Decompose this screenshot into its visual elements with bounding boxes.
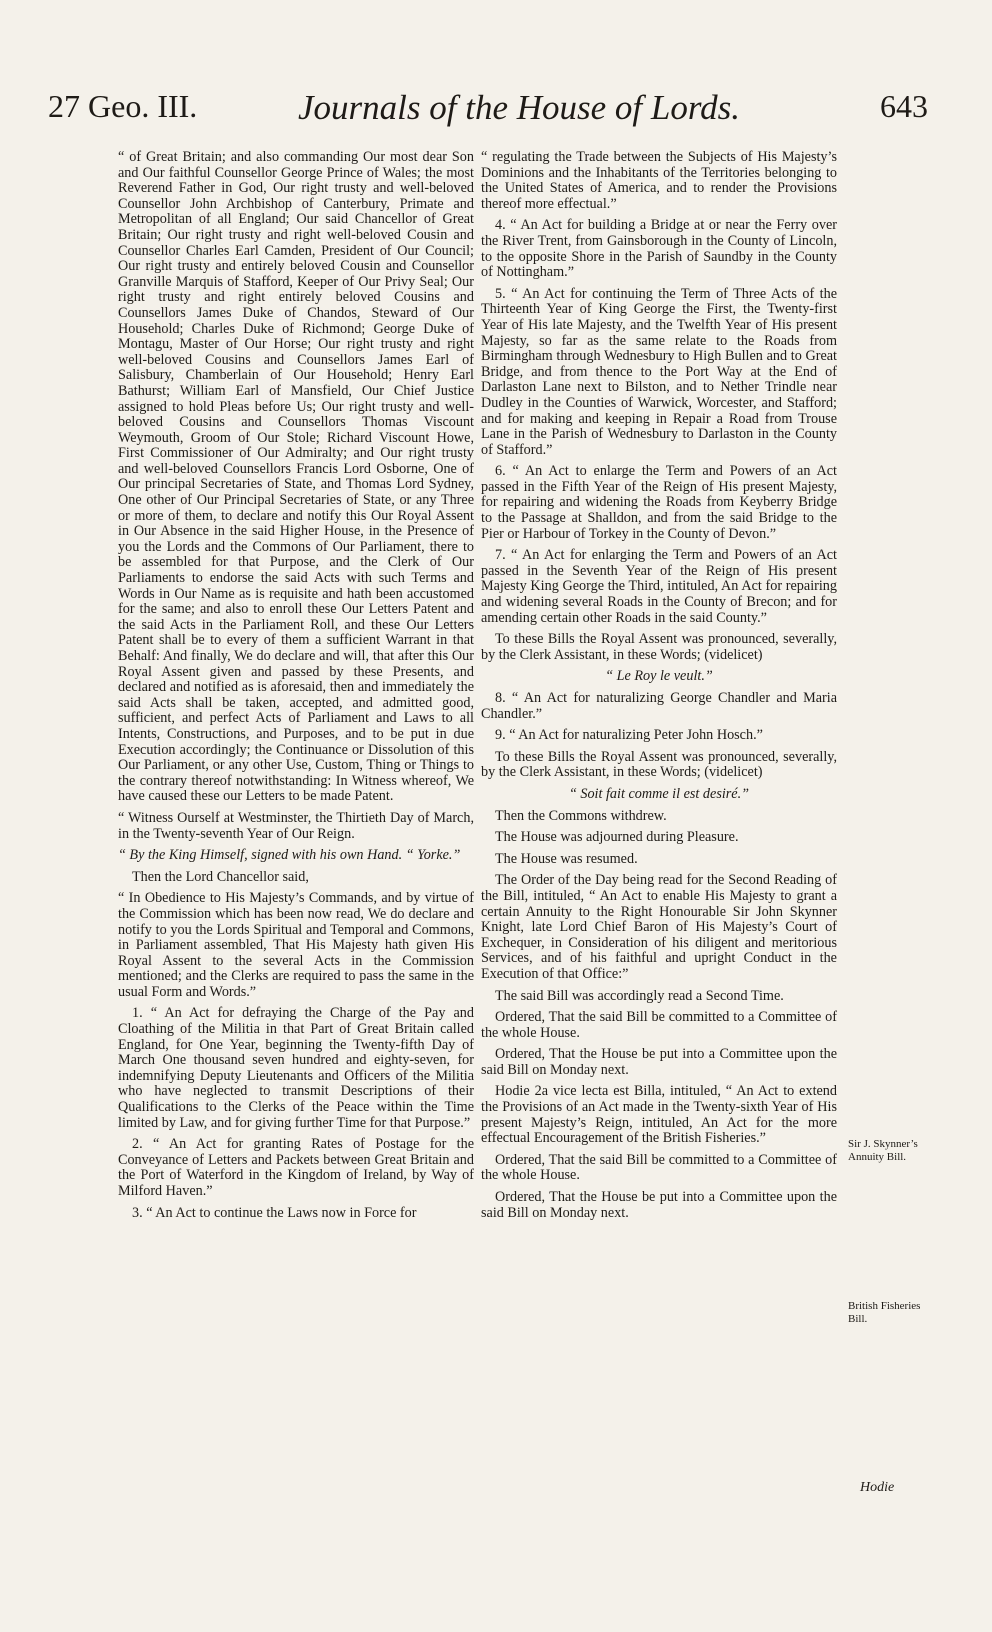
- chancellor-speech: “ In Obedience to His Majesty’s Commands, and by virtue of the Commission which has been now read, We do declare and notify to you the Lords Spiritual and Temporal and Commons, in Parliament assembled, That His Majesty hath given His Royal Assent to the several Acts in the Commission mentioned; and the Clerks are required to pass the same in the usual Form and Words.”: [118, 890, 474, 1000]
- act-8: 8. “ An Act for naturalizing George Chandler and Maria Chandler.”: [481, 690, 837, 722]
- page-number: 643: [880, 88, 928, 124]
- witness-clause: “ Witness Ourself at Westminster, the Thirtieth Day of March, in the Twenty-seventh Year of Our Reign.: [118, 809, 474, 842]
- act-9: 9. “ An Act for naturalizing Peter John Hosch.”: [495, 727, 763, 744]
- house-resumed: The House was resumed.: [495, 850, 638, 867]
- royal-signature: “ By the King Himself, signed with his own Hand. “ Yorke.”: [118, 847, 461, 864]
- skynner-bill: The Order of the Day being read for the Second Reading of the Bill, intituled, “ An Act to enable His Majesty to grant a certain Annuity to the Right Honourable Sir John Skynner Knight, late Lord Chief Baron of His Majesty’s Court of Exchequer, in Consideration of his diligent and meritorious Services, and of his faithful and upright Conduct in the Execution of that Office:”: [481, 872, 837, 982]
- commission-text: “ of Great Britain; and also commanding Our most dear Son and Our faithful Counsellor George Prince of Wales; the most Reverend Father in God, Our right trusty and well-beloved Counsellor John Archbishop of Canterbury, Primate and Metropolitan of all England; Our said Chancellor of Great Britain; Our right trusty and right well-beloved Cousin and Counsellor Charles Earl Camden, President of Our Council; Our right trusty and entirely beloved Cousin and Counsellor Granville Marquis of Stafford, Keeper of Our Privy Seal; Our right trusty and right entirely beloved Cousins and Counsellors James Duke of Chandos, Steward of Our Household; Charles Duke of Richmond; George Duke of Montagu, Master of Our Horse; Our right trusty and right well-beloved Cousins and Counsellors James Earl of Salisbury, Chamberlain of Our Household; Henry Earl Bathurst; William Earl of Mansfield, Our Chief Justice assigned to hold Pleas before Us; Our right trusty and well-beloved Cousins and Counsellors Thomas Viscount Weymouth, Groom of Our Stole; Richard Viscount Howe, First Commissioner of Our Admiralty; and Our right trusty and well-beloved Counsellors Francis Lord Osborne, One of Our principal Secretaries of State, and Thomas Lord Sydney, One other of Our Principal Secretaries of State, or any Three or more of them, to declare and notify this Our Royal Assent in Our Absence in the said Higher House, in the Presence of you the Lords and the Commons of Our Parliament, there to be assembled for that Purpose, and the Clerk of Our Parliaments to endorse the said Acts with such Terms and Words in Our Name as is requisite and hath been accustomed for the same; and also to enroll these Our Letters Patent and the said Acts in the Parliament Roll, and these Our Letters Patent shall be to every of them a sufficient Warrant in that Behalf: And finally, We do declare and will, that after this Our Royal Assent given and passed by these Presents, and declared and notified as is aforesaid, then and immediately the said Acts shall be taken, accepted, and admitted good, sufficient, and perfect Acts of Parliament and Laws to all Intents, Constructions, and Purposes, and to be put in due Execution accordingly; the Continuance or Dissolution of this Our Parliament, or any other Use, Custom, Thing or Things to the contrary thereof notwithstanding: In Witness whereof, We have caused these our Letters to be made Patent.: [118, 149, 474, 805]
- journal-title: Journals of the House of Lords.: [298, 88, 741, 127]
- act-4: 4. “ An Act for building a Bridge at or near the Ferry over the River Trent, from Gainsborough in the County of Lincoln, to the opposite Shore in the Parish of Saundby in the County of Nottingham.”: [481, 217, 837, 281]
- soit-fait: “ Soit fait comme il est desiré.”: [568, 785, 750, 802]
- order-4: Ordered, That the House be put into a Committee upon the said Bill on Monday next.: [481, 1189, 837, 1221]
- second-reading: The said Bill was accordingly read a Second Time.: [495, 987, 784, 1004]
- act-5: 5. “ An Act for continuing the Term of Three Acts of the Thirteenth Year of King George the First, the Twenty-first Year of His late Majesty, and the Twelfth Year of His present Majesty, so far as the same relate to the Roads from Birmingham through Wednesbury to High Bullen and to Great Bridge, and from thence to the Port Way at the End of Darlaston Lane next to Bilston, and to Nether Trindle near Dudley in the Counties of Warwick, Worcester, and Stafford; and for making and keeping in Repair a Road from Trouse Lane in the Parish of Wednesbury to Darlaston in the County of Stafford.”: [481, 285, 837, 458]
- house-adjourned: The House was adjourned during Pleasure.: [495, 829, 739, 846]
- left-column: [118, 150, 474, 1227]
- act-2: 2. “ An Act for granting Rates of Postage for the Conveyance of Letters and Packets between Great Britain and the Port of Waterford in the Kingdom of Ireland, by Way of Milford Haven.”: [118, 1136, 474, 1199]
- right-column: [481, 150, 837, 1227]
- order-2: Ordered, That the House be put into a Committee upon the said Bill on Monday next.: [481, 1046, 837, 1078]
- order-1: Ordered, That the said Bill be committed to a Committee of the whole House.: [481, 1009, 837, 1041]
- regnal-year: 27 Geo. III.: [48, 88, 198, 124]
- le-roy-le-veult: “ Le Roy le veult.”: [605, 668, 713, 685]
- act-7: 7. “ An Act for enlarging the Term and Powers of an Act passed in the Seventh Year of the Reign of His present Majesty King George the Third, intituled, An Act for repairing and widening several Roads in the County of Brecon; and for amending certain other Roads in the said County.”: [481, 547, 837, 626]
- fisheries-bill: Hodie 2a vice lecta est Billa, intituled, “ An Act to extend the Provisions of an Act made in the Twenty-sixth Year of His present Majesty’s Reign, intituled, An Act for the more effectual Encouragement of the British Fisheries.”: [481, 1083, 837, 1147]
- royal-assent-note-2: To these Bills the Royal Assent was pronounced, severally, by the Clerk Assistant, in these Words; (videlicet): [481, 748, 837, 781]
- margin-note-skynner: Sir J. Skynner’s Annuity Bill.: [848, 1138, 918, 1163]
- act-3-cont: “ regulating the Trade between the Subjects of His Majesty’s Dominions and the Inhabitants of the Territories belonging to the United States of America, and to render the Provisions thereof more effectual.”: [481, 149, 837, 212]
- running-header: [48, 88, 928, 140]
- margin-note-fisheries: British Fisheries Bill.: [848, 1300, 921, 1325]
- act-3-start: 3. “ An Act to continue the Laws now in Force for: [132, 1204, 417, 1221]
- chancellor-said: Then the Lord Chancellor said,: [132, 868, 309, 885]
- commons-withdrew: Then the Commons withdrew.: [495, 807, 667, 824]
- act-6: 6. “ An Act to enlarge the Term and Powers of an Act passed in the Fifth Year of the Reign of His present Majesty, for repairing and widening the Roads from Keyberry Bridge to the Passage at Shalldon, and from the said Bridge to the Pier or Harbour of Torkey in the County of Devon.”: [481, 463, 837, 542]
- catchword: Hodie: [860, 1480, 895, 1495]
- order-3: Ordered, That the said Bill be committed to a Committee of the whole House.: [481, 1151, 837, 1184]
- act-1: 1. “ An Act for defraying the Charge of the Pay and Cloathing of the Militia in that Part of Great Britain called England, for One Year, beginning the Twenty-fifth Day of March One thousand seven hundred and eighty-seven, for indemnifying Deputy Lieutenants and Officers of the Militia who have neglected to transmit Descriptions of their Qualifications to the Clerks of the Peace within the Time limited by Law, and for giving further Time for that Purpose.”: [118, 1005, 474, 1131]
- royal-assent-note-1: To these Bills the Royal Assent was pronounced, severally, by the Clerk Assistant, in these Words; (videlicet): [481, 631, 837, 663]
